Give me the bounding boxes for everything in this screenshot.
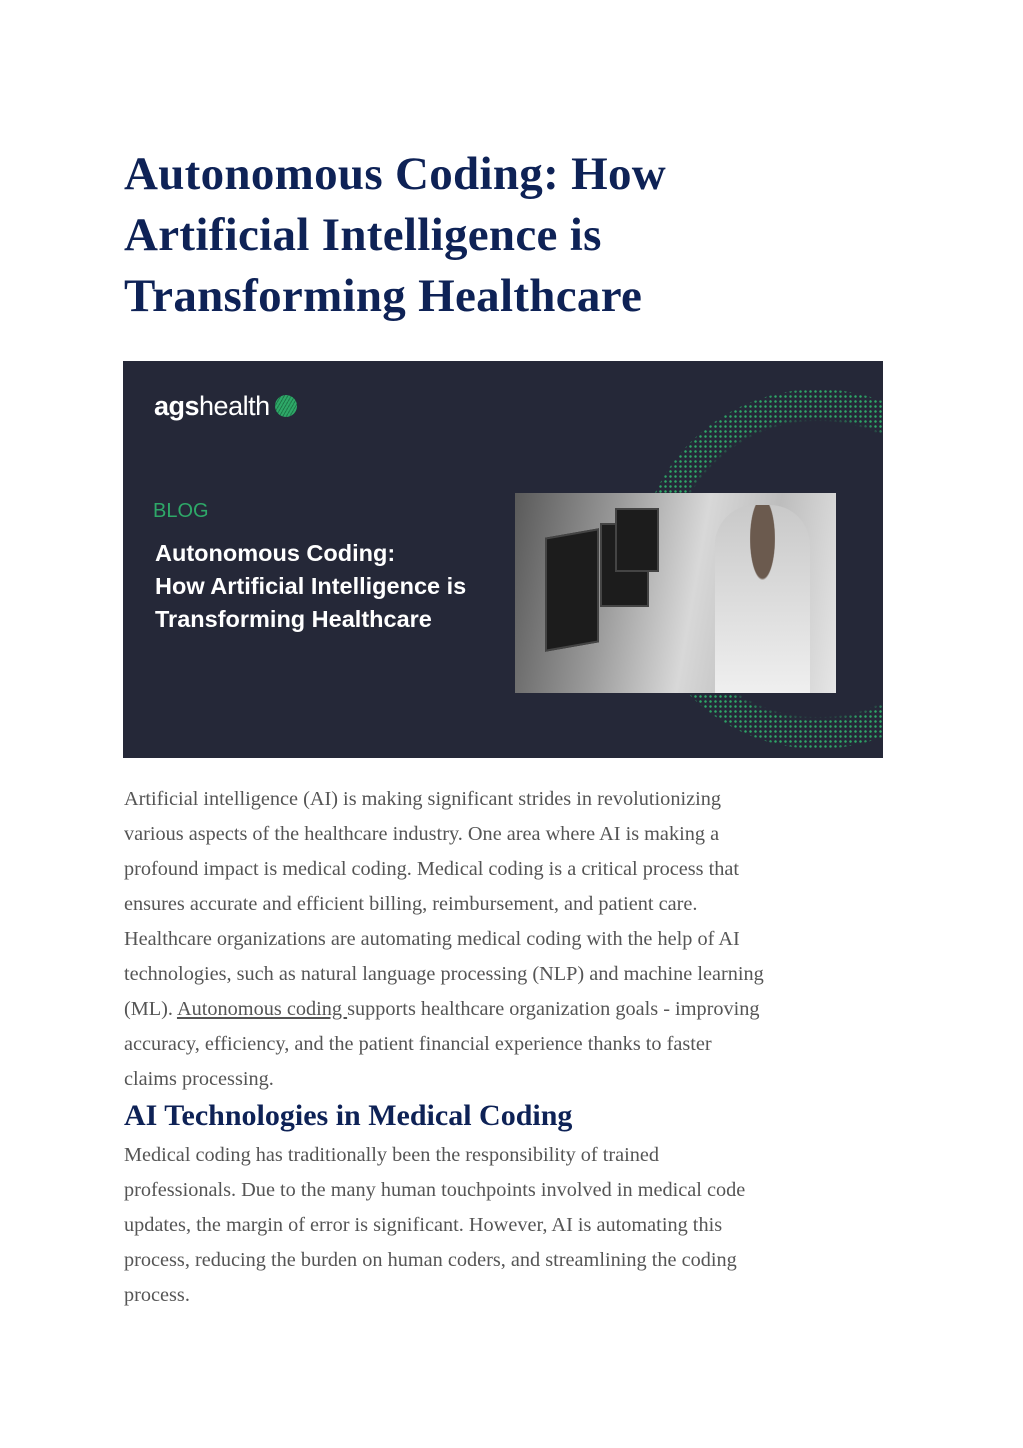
- logo-light-text: health: [199, 391, 270, 421]
- text-line: ensures accurate and efficient billing, reimbursement, and patient care.: [124, 893, 698, 915]
- blog-tag: BLOG: [153, 500, 209, 522]
- text-line: process, reducing the burden on human coders, and streamlining the coding: [124, 1249, 737, 1271]
- text-line: updates, the margin of error is significant. However, AI is automating this: [124, 1214, 723, 1236]
- banner-title-line: Autonomous Coding:: [155, 540, 396, 566]
- photo-coder-at-computers: [515, 493, 836, 693]
- banner-title-line: Transforming Healthcare: [155, 606, 432, 632]
- text-line: [124, 992, 764, 1027]
- text-line: professionals. Due to the many human touchpoints involved in medical code: [124, 1179, 746, 1201]
- text-line: Artificial intelligence (AI) is making significant strides in revolutionizing: [124, 788, 722, 810]
- title-line: Autonomous Coding: How: [124, 148, 666, 200]
- text-line: profound impact is medical coding. Medical coding is a critical process that: [124, 858, 740, 880]
- text-line: Medical coding has traditionally been the responsibility of trained: [124, 1144, 660, 1166]
- monitor-shape: [615, 508, 659, 572]
- person-shape: [715, 505, 810, 693]
- banner-title-line: How Artificial Intelligence is: [155, 573, 467, 599]
- monitor-shape: [545, 528, 599, 652]
- text-segment: (ML).: [124, 998, 177, 1020]
- text-line: various aspects of the healthcare industry. One area where AI is making a: [124, 823, 720, 845]
- text-line: technologies, such as natural language processing (NLP) and machine learning: [124, 963, 764, 985]
- logo-bold-text: ags: [154, 391, 200, 421]
- section-paragraph: [124, 1138, 745, 1313]
- page-title: [124, 144, 666, 327]
- text-line: process.: [124, 1284, 190, 1306]
- autonomous-coding-link[interactable]: Autonomous coding: [176, 998, 348, 1020]
- text-line: accuracy, efficiency, and the patient financial experience thanks to faster: [124, 1033, 712, 1055]
- title-line: Transforming Healthcare: [124, 270, 643, 322]
- hero-banner-image: [123, 361, 883, 758]
- globe-icon: [275, 395, 297, 417]
- intro-paragraph: [124, 782, 764, 1097]
- section-heading: AI Technologies in Medical Coding: [124, 1099, 573, 1132]
- banner-title: [155, 537, 466, 636]
- title-line: Artificial Intelligence is: [124, 209, 602, 261]
- text-line: claims processing.: [124, 1068, 274, 1090]
- text-line: Healthcare organizations are automating medical coding with the help of AI: [124, 928, 740, 950]
- text-segment: supports healthcare organization goals - improving: [347, 998, 760, 1020]
- ags-health-logo: [154, 391, 297, 422]
